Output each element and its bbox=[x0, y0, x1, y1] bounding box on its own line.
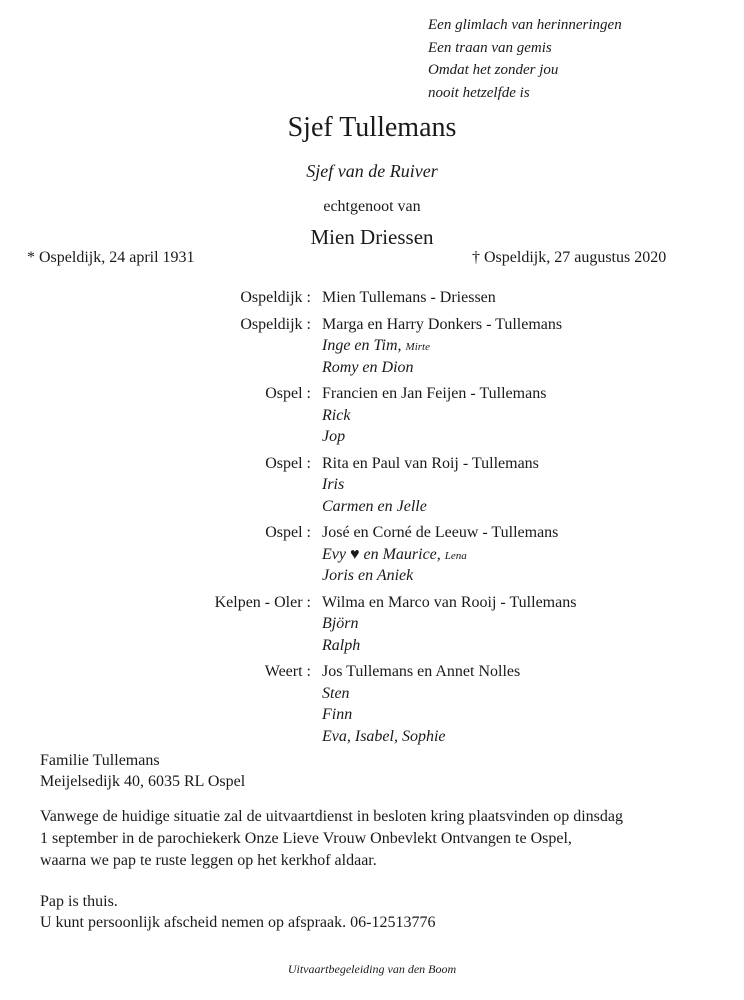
spouse-prefix: echtgenoot van bbox=[323, 198, 421, 215]
family-members bbox=[322, 383, 546, 448]
family-member-line bbox=[322, 405, 546, 427]
family-member-text: Joris en Aniek bbox=[322, 567, 414, 584]
family-member-line bbox=[322, 704, 520, 726]
family-member-text: José en Corné de Leeuw - Tullemans bbox=[322, 524, 559, 541]
family-member-line bbox=[322, 474, 539, 496]
family-group bbox=[0, 383, 744, 448]
family-member-text: Björn bbox=[322, 615, 359, 632]
home-line: U kunt persoonlijk afscheid nemen op afspraak. 06-12513776 bbox=[40, 914, 436, 931]
address: Meijelsedijk 40, 6035 RL Ospel bbox=[40, 773, 246, 790]
family-list bbox=[0, 287, 744, 752]
family-name: Familie Tullemans bbox=[40, 752, 160, 769]
family-member-text: Romy en Dion bbox=[322, 358, 414, 376]
family-location: Ospeldijk : bbox=[240, 315, 311, 333]
family-member-line bbox=[322, 565, 558, 587]
family-group bbox=[0, 522, 744, 587]
family-member-line bbox=[322, 726, 520, 748]
family-member-line bbox=[322, 661, 520, 683]
poem-line: nooit hetzelfde is bbox=[428, 84, 530, 101]
family-member-line bbox=[322, 383, 546, 405]
family-group bbox=[0, 314, 744, 379]
deceased-name: Sjef Tullemans bbox=[287, 112, 457, 143]
family-member-line bbox=[322, 357, 562, 379]
family-member-line bbox=[322, 287, 496, 309]
poem-line: Een glimlach van herinneringen bbox=[428, 17, 622, 33]
contact-block bbox=[40, 750, 245, 792]
family-member-text: Inge en Tim, bbox=[322, 337, 402, 354]
message-line: 1 september in de parochiekerk Onze Lieve Vrouw Onbevlekt Ontvangen te Ospel, bbox=[40, 830, 572, 847]
family-member-text: Evy ♥ en Maurice, bbox=[322, 545, 441, 563]
family-member-text: Rita en Paul van Roij - Tullemans bbox=[322, 454, 539, 472]
family-location: Ospel : bbox=[265, 385, 311, 402]
family-members bbox=[322, 314, 562, 379]
family-member-text: Ralph bbox=[322, 636, 361, 654]
funeral-director: Uitvaartbegeleiding van den Boom bbox=[287, 962, 457, 976]
great-grandchild-name: Mirte bbox=[405, 341, 430, 353]
family-group bbox=[0, 592, 744, 657]
funeral-message bbox=[40, 806, 623, 872]
poem bbox=[428, 14, 622, 104]
family-group bbox=[0, 453, 744, 518]
family-member-line bbox=[322, 522, 558, 544]
great-grandchild-name: Lena bbox=[444, 549, 467, 562]
family-member-line bbox=[322, 453, 539, 475]
family-member-text: Francien en Jan Feijen - Tullemans bbox=[322, 385, 547, 402]
family-member-line bbox=[322, 314, 562, 336]
family-member-text: Eva, Isabel, Sophie bbox=[322, 727, 446, 745]
family-location: Ospel : bbox=[265, 524, 311, 541]
home-line: Pap is thuis. bbox=[40, 893, 118, 910]
family-member-line bbox=[322, 592, 576, 614]
family-location: Weert : bbox=[264, 663, 311, 680]
message-line: Vanwege de huidige situatie zal de uitvaartdienst in besloten kring plaatsvinden op dinsdag bbox=[40, 808, 623, 825]
family-member-text: Mien Tullemans - Driessen bbox=[322, 289, 496, 306]
family-member-line bbox=[322, 544, 558, 566]
spouse-name: Mien Driessen bbox=[310, 225, 434, 249]
family-group bbox=[0, 661, 744, 747]
death-info: † Ospeldijk, 27 augustus 2020 bbox=[472, 249, 667, 266]
family-member-text: Finn bbox=[322, 706, 353, 723]
family-member-text: Wilma en Marco van Rooij - Tullemans bbox=[322, 593, 577, 611]
visitation-info bbox=[40, 891, 435, 933]
family-location: Ospel : bbox=[265, 454, 311, 472]
poem-line: Een traan van gemis bbox=[428, 39, 552, 56]
family-members bbox=[322, 661, 520, 747]
family-members bbox=[322, 453, 539, 518]
family-member-text: Iris bbox=[322, 476, 345, 493]
family-members bbox=[322, 287, 496, 309]
family-members bbox=[322, 522, 558, 587]
family-member-text: Jop bbox=[322, 428, 346, 445]
deceased-nickname: Sjef van de Ruiver bbox=[306, 161, 438, 181]
family-members bbox=[322, 592, 576, 657]
birth-info: * Ospeldijk, 24 april 1931 bbox=[27, 249, 195, 266]
family-member-line bbox=[322, 635, 576, 657]
message-line: waarna we pap te ruste leggen op het kerkhof aldaar. bbox=[40, 852, 377, 869]
family-group bbox=[0, 287, 744, 309]
family-member-text: Marga en Harry Donkers - Tullemans bbox=[322, 315, 563, 333]
family-member-text: Rick bbox=[322, 406, 351, 424]
family-member-line bbox=[322, 335, 562, 357]
family-member-text: Carmen en Jelle bbox=[322, 497, 427, 515]
family-member-line bbox=[322, 613, 576, 635]
family-member-text: Sten bbox=[322, 684, 350, 702]
family-member-text: Jos Tullemans en Annet Nolles bbox=[322, 663, 521, 680]
family-member-line bbox=[322, 496, 539, 518]
family-location: Kelpen - Oler : bbox=[214, 593, 311, 611]
poem-line: Omdat het zonder jou bbox=[428, 62, 559, 78]
family-member-line bbox=[322, 426, 546, 448]
family-location: Ospeldijk : bbox=[240, 289, 311, 306]
family-member-line bbox=[322, 683, 520, 705]
